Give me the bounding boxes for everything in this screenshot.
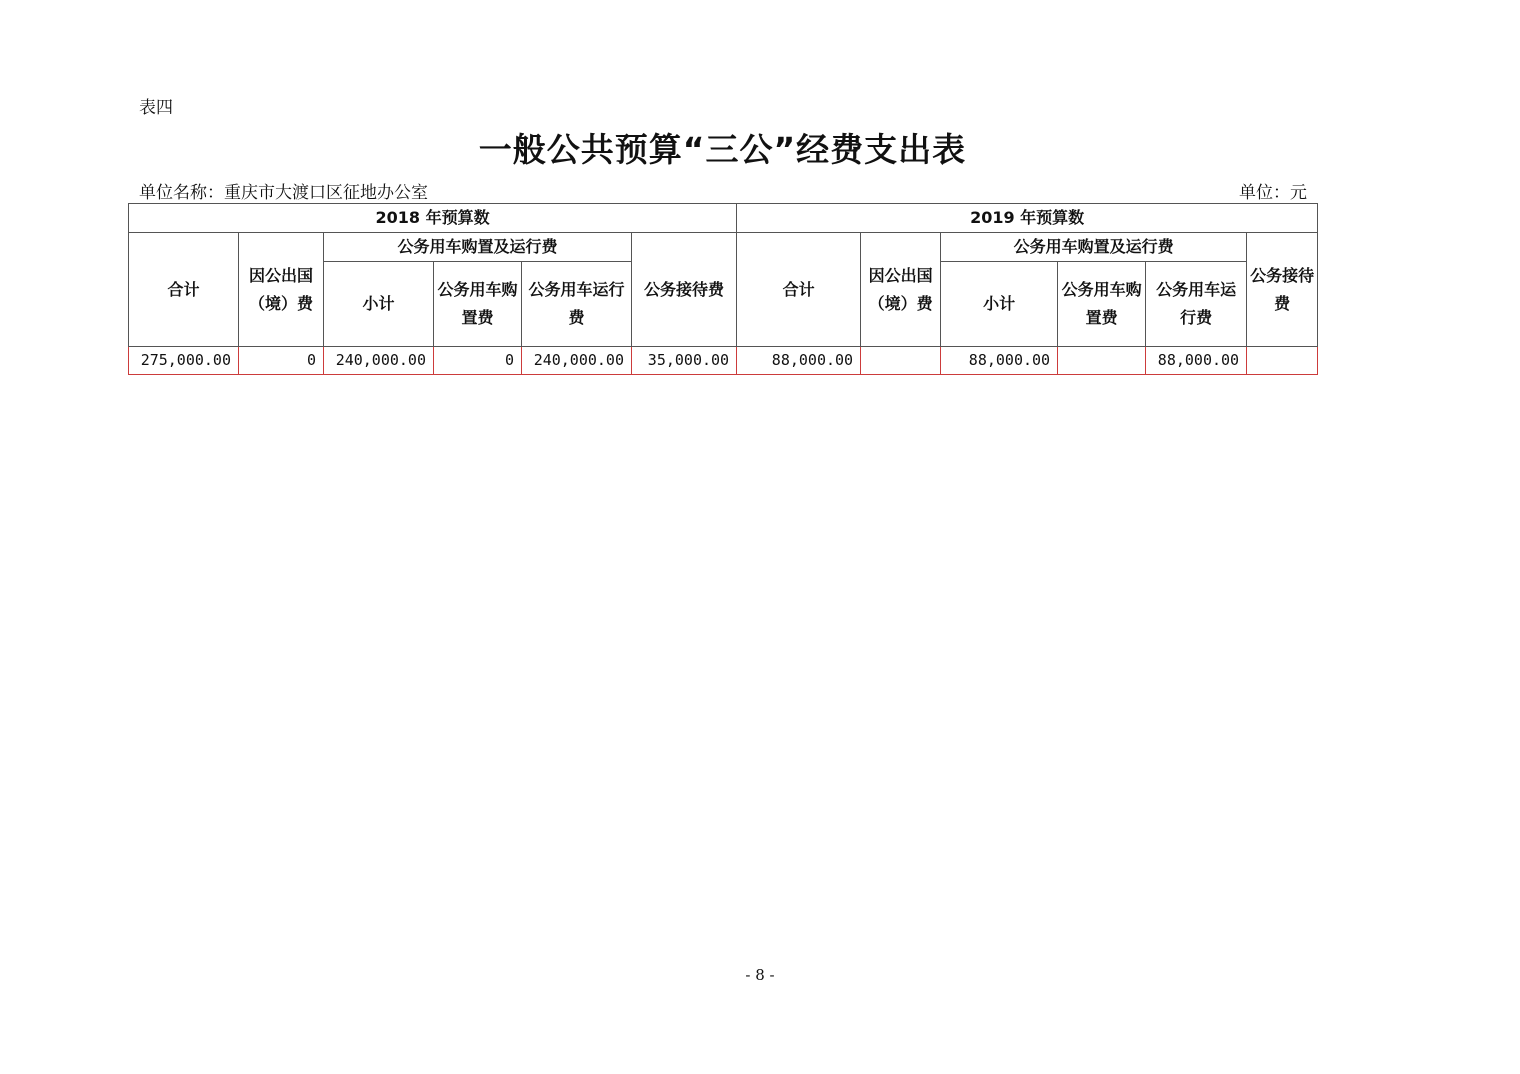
header-vehicle-running-2019: 公务用车运行费 [1146, 262, 1247, 347]
cell-vehicle-purchase-2018: 0 [434, 347, 522, 375]
header-abroad-2019: 因公出国（境）费 [861, 233, 941, 347]
cell-reception-2019 [1247, 347, 1318, 375]
currency-unit: 单位：元 [1239, 183, 1307, 203]
header-abroad-2018: 因公出国（境）费 [239, 233, 324, 347]
cell-vehicle-running-2018: 240,000.00 [522, 347, 632, 375]
cell-vehicle-running-2019: 88,000.00 [1146, 347, 1247, 375]
header-2018-budget: 2018 年预算数 [129, 204, 737, 233]
header-vehicle-2019: 公务用车购置及运行费 [941, 233, 1247, 262]
table-label: 表四 [139, 98, 173, 118]
three-public-expenses-table [128, 203, 1318, 375]
page-title: 一般公共预算“三公”经费支出表 [478, 130, 967, 169]
cell-abroad-2019 [861, 347, 941, 375]
header-subtotal-2018: 小计 [324, 262, 434, 347]
header-reception-2019: 公务接待费 [1247, 233, 1318, 347]
header-vehicle-running-2018: 公务用车运行费 [522, 262, 632, 347]
cell-abroad-2018: 0 [239, 347, 324, 375]
cell-total-2019: 88,000.00 [737, 347, 861, 375]
table-row [129, 347, 1318, 375]
cell-total-2018: 275,000.00 [129, 347, 239, 375]
cell-vehicle-purchase-2019 [1058, 347, 1146, 375]
header-subtotal-2019: 小计 [941, 262, 1058, 347]
cell-subtotal-2019: 88,000.00 [941, 347, 1058, 375]
cell-subtotal-2018: 240,000.00 [324, 347, 434, 375]
header-total-2019: 合计 [737, 233, 861, 347]
header-total-2018: 合计 [129, 233, 239, 347]
header-vehicle-2018: 公务用车购置及运行费 [324, 233, 632, 262]
page-number: - 8 - [745, 966, 775, 984]
cell-reception-2018: 35,000.00 [632, 347, 737, 375]
header-vehicle-purchase-2018: 公务用车购置费 [434, 262, 522, 347]
header-2019-budget: 2019 年预算数 [737, 204, 1318, 233]
header-reception-2018: 公务接待费 [632, 233, 737, 347]
header-vehicle-purchase-2019: 公务用车购置费 [1058, 262, 1146, 347]
unit-name: 单位名称：重庆市大渡口区征地办公室 [139, 183, 428, 203]
